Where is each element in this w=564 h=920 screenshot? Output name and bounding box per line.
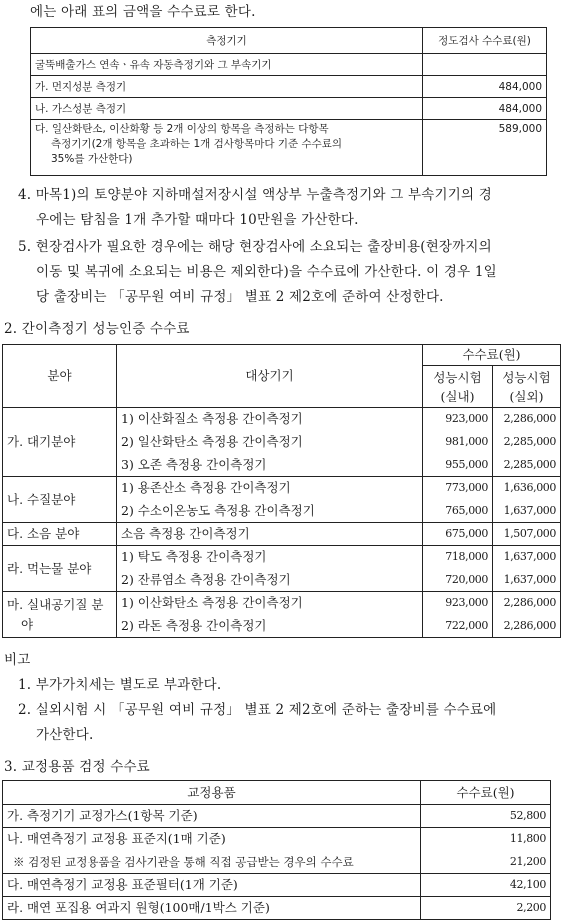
table-row <box>3 546 561 569</box>
table-row <box>31 120 547 176</box>
table-row <box>3 592 561 615</box>
device-cell: 1) 용존산소 측정용 간이측정기 <box>117 477 423 500</box>
section-3-title: 3. 교정용품 검정 수수료 <box>4 759 150 775</box>
header-lab-test <box>423 366 493 408</box>
note-4-line2: 우에는 탐침을 1개 추가할 때마다 10만원을 가산한다. <box>36 212 359 228</box>
table-row <box>3 828 551 851</box>
device-cell: 소음 측정용 간이측정기 <box>117 523 423 546</box>
note-5-line3: 당 출장비는 「공무원 여비 규정」 별표 2 제2호에 준하여 산정한다. <box>36 289 444 305</box>
row-fee <box>423 54 547 76</box>
row-label: 라. 매연 포집용 여과지 원형(100매/1박스 기준) <box>3 897 421 920</box>
field-cell: 라. 먹는물 분야 <box>3 546 117 592</box>
remark-1: 1. 부가가치세는 별도로 부과한다. <box>18 677 222 693</box>
header-lab-line: (실내) <box>440 388 475 404</box>
row-label: 나. 매연측정기 교정용 표준지(1매 기준) <box>3 828 421 851</box>
field-fee-cell: 1,637,000 <box>493 569 561 592</box>
row-fee: 589,000 <box>423 120 547 176</box>
table-row <box>3 805 551 828</box>
inspection-fee-table <box>30 27 547 176</box>
table-header-row <box>3 345 561 366</box>
header-field: 분야 <box>3 345 117 408</box>
field-fee-cell: 2,286,000 <box>493 615 561 638</box>
remarks-title: 비고 <box>4 652 31 668</box>
intro-line: 에는 아래 표의 금액을 수수료로 한다. <box>30 4 256 20</box>
lab-fee-cell: 675,000 <box>423 523 493 546</box>
note-5-line2: 이동 및 복귀에 소요되는 비용은 제외한다)을 수수료에 가산한다. 이 경우 1일 <box>36 264 497 280</box>
field-fee-cell: 2,286,000 <box>493 408 561 431</box>
row-label-line: 다. 일산화탄소, 이산화황 등 2개 이상의 항목을 측정하는 다항목 <box>35 123 329 135</box>
lab-fee-cell: 720,000 <box>423 569 493 592</box>
device-cell: 2) 일산화탄소 측정용 간이측정기 <box>117 431 423 454</box>
header-fee: 정도검사 수수료(원) <box>423 28 547 54</box>
field-cell: 다. 소음 분야 <box>3 523 117 546</box>
header-device: 대상기기 <box>117 345 423 408</box>
row-label-line: 측정기기(2개 항목을 초과하는 1개 검사항목마다 기준 수수료의 <box>51 138 343 150</box>
header-field-test <box>493 366 561 408</box>
lab-fee-cell: 722,000 <box>423 615 493 638</box>
field-cell: 가. 대기분야 <box>3 408 117 477</box>
device-cell: 2) 잔류염소 측정용 간이측정기 <box>117 569 423 592</box>
header-item: 교정용품 <box>3 781 421 805</box>
field-line: 야 <box>21 616 34 632</box>
table-row <box>3 408 561 431</box>
row-label: 굴뚝배출가스 연속ㆍ유속 자동측정기와 그 부속기기 <box>31 54 423 76</box>
header-lab-line: 성능시험 <box>433 369 482 385</box>
row-label-multiline <box>31 120 423 176</box>
lab-fee-cell: 923,000 <box>423 408 493 431</box>
section-2-title: 2. 간이측정기 성능인증 수수료 <box>4 321 190 337</box>
simple-meter-fee-table <box>2 344 561 638</box>
field-fee-cell: 1,637,000 <box>493 546 561 569</box>
field-cell: 나. 수질분야 <box>3 477 117 523</box>
field-line: 마. 실내공기질 분 <box>7 596 104 612</box>
header-field-line: 성능시험 <box>502 369 551 385</box>
row-label: 가. 먼지성분 측정기 <box>31 76 423 98</box>
field-fee-cell: 1,507,000 <box>493 523 561 546</box>
header-device: 측정기기 <box>31 28 423 54</box>
note-4-line1: 4. 마목1)의 토양분야 지하매설저장시설 액상부 누출측정기와 그 부속기기의 경 <box>18 187 492 203</box>
row-fee: 484,000 <box>423 98 547 120</box>
lab-fee-cell: 765,000 <box>423 500 493 523</box>
table-row <box>3 523 561 546</box>
lab-fee-cell: 923,000 <box>423 592 493 615</box>
device-cell: 1) 탁도 측정용 간이측정기 <box>117 546 423 569</box>
row-label-note: ※ 검정된 교정용품을 검사기관을 통해 직접 공급받는 경우의 수수료 <box>3 851 421 874</box>
row-label: 나. 가스성분 측정기 <box>31 98 423 120</box>
table-row <box>31 54 547 76</box>
field-fee-cell: 2,286,000 <box>493 592 561 615</box>
device-cell: 1) 이산화질소 측정용 간이측정기 <box>117 408 423 431</box>
lab-fee-cell: 773,000 <box>423 477 493 500</box>
row-label: 다. 매연측정기 교정용 표준필터(1개 기준) <box>3 874 421 897</box>
note-5-line1: 5. 현장검사가 필요한 경우에는 해당 현장검사에 소요되는 출장비용(현장까지의 <box>18 239 492 255</box>
device-cell: 2) 수소이온농도 측정용 간이측정기 <box>117 500 423 523</box>
table-row <box>31 98 547 120</box>
field-fee-cell: 1,637,000 <box>493 500 561 523</box>
table-header-row <box>3 781 551 805</box>
field-fee-cell: 2,285,000 <box>493 454 561 477</box>
row-fee: 52,800 <box>421 805 551 828</box>
table-row <box>3 897 551 920</box>
row-fee: 2,200 <box>421 897 551 920</box>
row-fee: 11,800 <box>421 828 551 851</box>
lab-fee-cell: 718,000 <box>423 546 493 569</box>
table-header-row <box>31 28 547 54</box>
field-cell <box>3 592 117 638</box>
row-fee: 42,100 <box>421 874 551 897</box>
row-fee: 21,200 <box>421 851 551 874</box>
lab-fee-cell: 981,000 <box>423 431 493 454</box>
header-fee: 수수료(원) <box>421 781 551 805</box>
device-cell: 1) 이산화탄소 측정용 간이측정기 <box>117 592 423 615</box>
remark-2-line1: 2. 실외시험 시 「공무원 여비 규정」 별표 2 제2호에 준하는 출장비를 수수료에 <box>18 702 497 718</box>
row-fee: 484,000 <box>423 76 547 98</box>
device-cell: 2) 라돈 측정용 간이측정기 <box>117 615 423 638</box>
header-fee: 수수료(원) <box>423 345 561 366</box>
field-fee-cell: 1,636,000 <box>493 477 561 500</box>
table-row <box>3 851 551 874</box>
table-row <box>3 477 561 500</box>
row-label: 가. 측정기기 교정가스(1항목 기준) <box>3 805 421 828</box>
header-field-line: (실외) <box>509 388 544 404</box>
field-fee-cell: 2,285,000 <box>493 431 561 454</box>
remark-2-line2: 가산한다. <box>36 727 94 743</box>
table-row <box>31 76 547 98</box>
lab-fee-cell: 955,000 <box>423 454 493 477</box>
device-cell: 3) 오존 측정용 간이측정기 <box>117 454 423 477</box>
row-label-line: 35%를 가산한다) <box>51 153 133 165</box>
table-row <box>3 874 551 897</box>
calibration-fee-table <box>2 780 551 920</box>
